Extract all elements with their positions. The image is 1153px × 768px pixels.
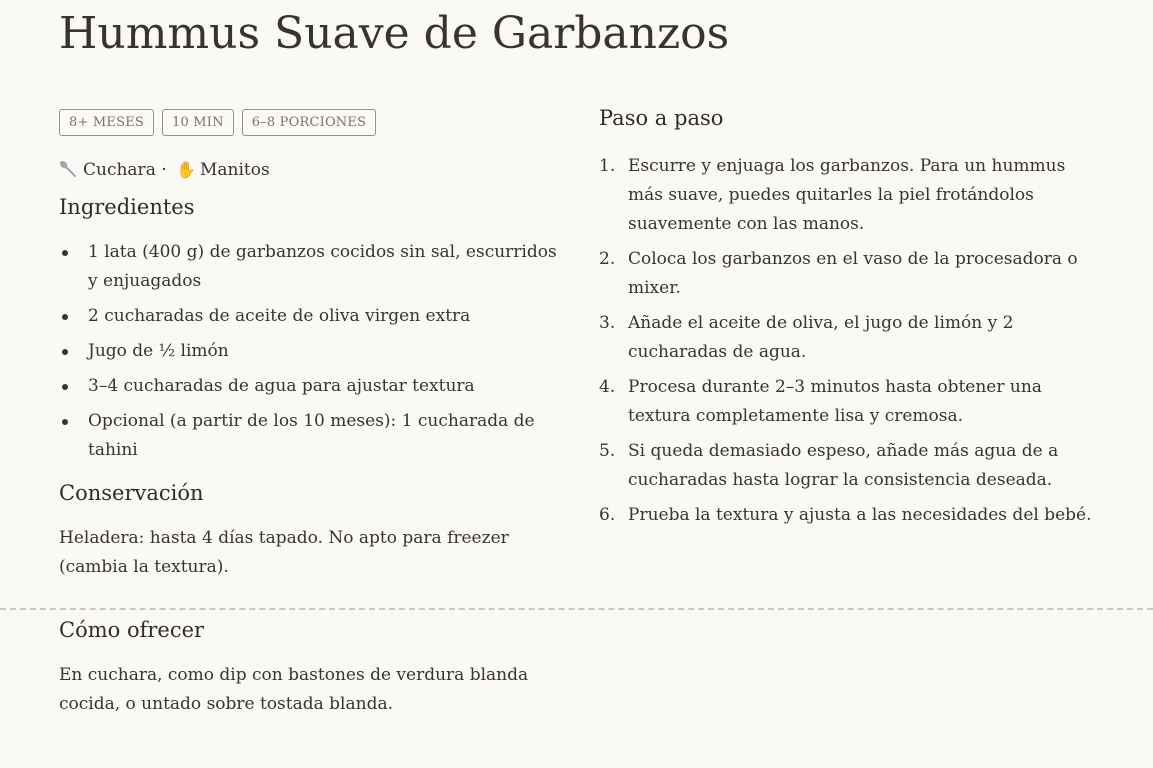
step-item [599, 309, 1099, 367]
serving-methods [59, 158, 559, 182]
ingredients-heading: Ingredientes [59, 195, 195, 219]
conservation-text: Heladera: hasta 4 días tapado. No apto para freezer (cambia la textura). [59, 528, 509, 577]
step-item [599, 152, 1099, 239]
step-text: Escurre y enjuaga los garbanzos. Para un hummus más suave, puedes quitarles la piel frotándolos suavemente con las manos. [628, 156, 1066, 234]
step-number: 1. [599, 156, 616, 176]
step-number: 6. [599, 505, 616, 525]
step-item [599, 501, 1099, 530]
ingredient-item: Jugo de ½ limón [59, 337, 559, 366]
step-number: 2. [599, 249, 616, 269]
page-title: Hummus Suave de Garbanzos [59, 8, 730, 59]
age-badge: 8+ MESES [59, 109, 154, 136]
step-text: Coloca los garbanzos en el vaso de la procesadora o mixer. [628, 249, 1078, 298]
step-text: Procesa durante 2–3 minutos hasta obtener una textura completamente lisa y cremosa. [628, 377, 1042, 426]
step-item [599, 437, 1099, 495]
step-text: Si queda demasiado espeso, añade más agua de a cucharadas hasta lograr la consistencia deseada. [628, 441, 1059, 490]
step-text: Añade el aceite de oliva, el jugo de limón y 2 cucharadas de agua. [628, 313, 1014, 362]
raised-hand-icon: ✋ [176, 160, 196, 179]
recipe-info-column [59, 109, 559, 582]
step-number: 4. [599, 377, 616, 397]
steps-heading: Paso a paso [599, 106, 724, 130]
ingredient-item: 2 cucharadas de aceite de oliva virgen extra [59, 302, 559, 331]
offer-text: En cuchara, como dip con bastones de verdura blanda cocida, o untado sobre tostada blanda. [59, 665, 529, 714]
time-badge: 10 MIN [162, 109, 234, 136]
offer-section [59, 616, 559, 719]
section-divider [0, 608, 1153, 610]
steps-list [599, 152, 1099, 530]
spoon-icon [59, 160, 77, 178]
ingredient-item: Opcional (a partir de los 10 meses): 1 cucharada de tahini [59, 407, 559, 465]
step-number: 5. [599, 441, 616, 461]
offer-heading: Cómo ofrecer [59, 618, 205, 642]
spoon-label: Cuchara [83, 160, 156, 180]
servings-badge: 6–8 PORCIONES [242, 109, 376, 136]
steps-column [599, 104, 1099, 536]
ingredient-item: 1 lata (400 g) de garbanzos cocidos sin sal, escurridos y enjuagados [59, 238, 559, 296]
utensil-separator: · [155, 160, 173, 180]
step-number: 3. [599, 313, 616, 333]
step-item [599, 373, 1099, 431]
hands-label: Manitos [199, 160, 270, 180]
ingredient-item: 3–4 cucharadas de agua para ajustar textura [59, 372, 559, 401]
ingredients-list [59, 238, 559, 465]
step-text: Prueba la textura y ajusta a las necesidades del bebé. [628, 505, 1092, 525]
step-item [599, 245, 1099, 303]
recipe-badges [59, 109, 559, 136]
conservation-heading: Conservación [59, 481, 204, 505]
